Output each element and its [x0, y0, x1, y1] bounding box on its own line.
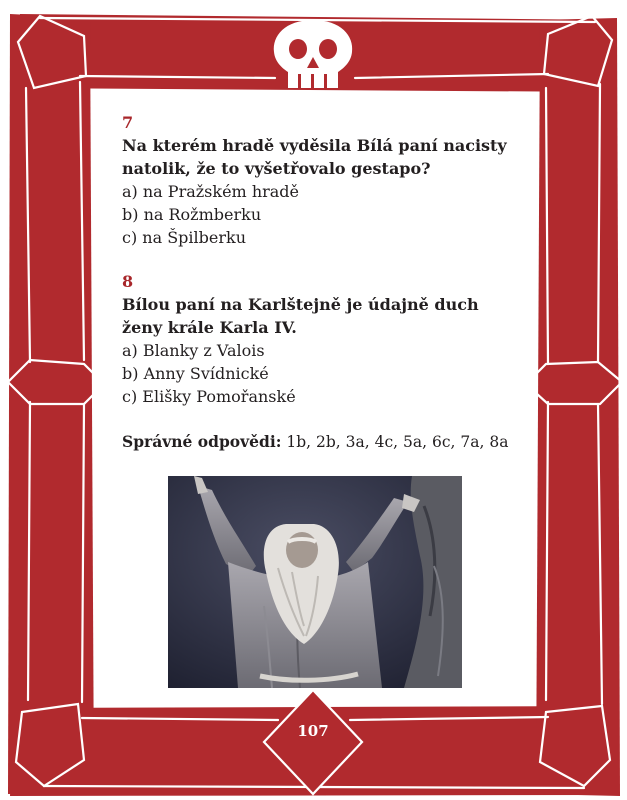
answer-option: a) Blanky z Valois [122, 341, 265, 360]
quiz-content [122, 112, 522, 454]
page-number: 107 [297, 722, 329, 740]
answer-option: c) na Špilberku [122, 228, 247, 247]
answers-label: Správné odpovědi: [122, 432, 282, 451]
answer-option: a) na Pražském hradě [122, 182, 300, 201]
answer-option: c) Elišky Pomořanské [122, 387, 296, 406]
question-7 [122, 112, 522, 249]
answer-option: b) Anny Svídnické [122, 364, 269, 383]
answer-option: b) na Rožmberku [122, 205, 262, 224]
correct-answers [122, 430, 522, 454]
photo-bearded-ghost [168, 476, 462, 688]
answers-values: 1b, 2b, 3a, 4c, 5a, 6c, 7a, 8a [286, 433, 509, 451]
question-text: Bílou paní na Karlštejně je údajně duch ženy krále Karla IV. [122, 295, 479, 337]
question-text: Na kterém hradě vyděsila Bílá paní nacisty natolik, že to vyšetřovalo gestapo? [122, 136, 507, 178]
question-number: 8 [122, 272, 134, 291]
question-number: 7 [122, 113, 134, 132]
question-8 [122, 271, 522, 408]
